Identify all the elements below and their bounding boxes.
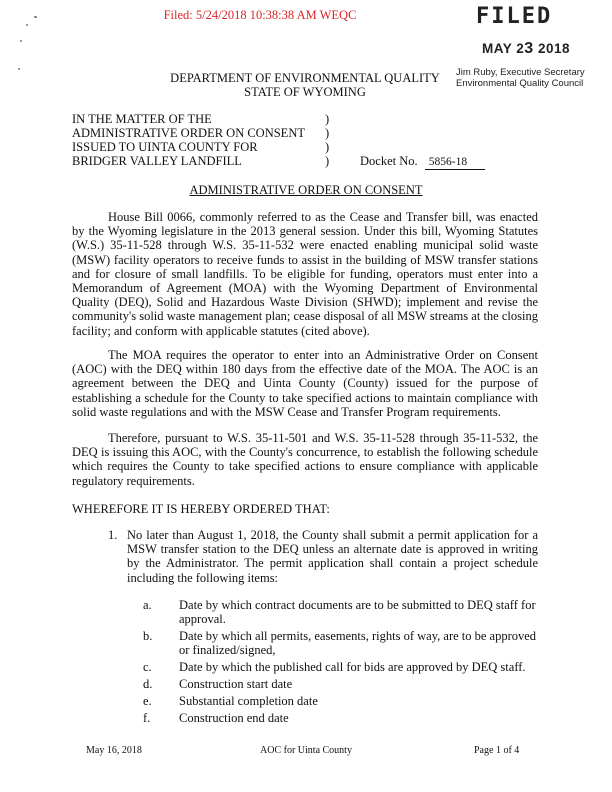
paragraph: House Bill 0066, commonly referred to as the Cease and Transfer bill, was enacted by the Wyoming legislature in the 2013 general session. Under this bill, Wyoming Statutes (W.S.) 35-11-528 through W.S. 35-11-532 were enacted enabling municipal solid waste (MSW) facility operators to receive funds to assist in the building of MSW transfer stations and for closure of small landfills. To be eligible for funding, operators must enter into a Memorandum of Agreement (MOA) with the Wyoming Department of Environmental Quality (DEQ), Solid and Hazardous Waste Division (SHWD); implement and revise the community's solid waste management plan; cease disposal of all MSW streams at the closing facility; and conform with applicable statutes (cited above). — [72, 210, 538, 338]
subitem-text: Construction end date — [179, 711, 289, 725]
subitem — [143, 694, 543, 708]
order-item — [108, 528, 538, 585]
clerk-body: Environmental Quality Council — [456, 78, 584, 89]
subitem-letter: d. — [143, 677, 153, 691]
subitem-letter: c. — [143, 660, 152, 674]
department-heading — [160, 71, 450, 99]
order-item-text: No later than August 1, 2018, the County shall submit a permit application for a MSW transfer station to the DEQ unless an alternate date is approved in writing by the Administrator. The permit application shall contain a project schedule including the following items: — [127, 528, 538, 585]
filed-timestamp: Filed: 5/24/2018 10:38:38 AM WEQC — [163, 8, 357, 22]
subitem-letter: a. — [143, 598, 152, 612]
caption-line: ISSUED TO UINTA COUNTY FOR — [72, 140, 258, 154]
subitem-text: Date by which the published call for bids are approved by DEQ staff. — [179, 660, 526, 674]
stamp-date-day: 3 — [524, 40, 534, 57]
paragraph: Therefore, pursuant to W.S. 35-11-501 and W.S. 35-11-528 through 35-11-532, the DEQ is issuing this AOC, with the County's concurrence, to establish the following schedule which requires the County to take specified actions to ensure compliance with applicable regulatory requirements. — [72, 431, 538, 488]
subitem-letter: f. — [143, 711, 151, 725]
caption-line: BRIDGER VALLEY LANDFILL — [72, 154, 242, 168]
docket-number: 5856-18 — [425, 155, 485, 170]
subitem-text: Date by which all permits, easements, rights of way, are to be approved or finalized/signed, — [179, 629, 537, 657]
footer-title: AOC for Uinta County — [260, 745, 352, 756]
subitem-text: Construction start date — [179, 677, 293, 691]
scan-speck — [18, 68, 20, 70]
docket — [360, 154, 485, 170]
clerk-name: Jim Ruby, Executive Secretary — [456, 67, 585, 78]
subitem — [143, 711, 543, 725]
subitem-letter: b. — [143, 629, 153, 643]
subitem — [143, 598, 543, 626]
caption-brackets: ) ) ) ) — [325, 112, 330, 168]
order-subitems — [143, 598, 543, 728]
scan-speck — [20, 40, 22, 42]
subitem — [143, 629, 543, 657]
subitem — [143, 677, 543, 691]
case-caption — [72, 112, 305, 168]
document-title: ADMINISTRATIVE ORDER ON CONSENT — [189, 183, 423, 197]
subitem-letter: e. — [143, 694, 152, 708]
department-name: DEPARTMENT OF ENVIRONMENTAL QUALITY — [170, 71, 440, 85]
state-name: STATE OF WYOMING — [244, 85, 366, 99]
caption-line: ADMINISTRATIVE ORDER ON CONSENT — [72, 126, 305, 140]
filed-stamp: FILED — [476, 4, 553, 29]
subitem-text: Date by which contract documents are to be submitted to DEQ staff for approval. — [179, 598, 536, 626]
stamp-date-month: MAY 2 — [482, 41, 525, 56]
stamp-date-year: 2018 — [537, 41, 570, 56]
clerk-signature-block — [456, 67, 606, 89]
subitem-text: Substantial completion date — [179, 694, 318, 708]
scan-speck — [26, 24, 28, 26]
caption-line: IN THE MATTER OF THE — [72, 112, 212, 126]
footer-date: May 16, 2018 — [86, 745, 142, 756]
stamp-date — [482, 40, 570, 58]
wherefore-heading: WHEREFORE IT IS HEREBY ORDERED THAT: — [72, 502, 330, 516]
paragraph: The MOA requires the operator to enter into an Administrative Order on Consent (AOC) with the DEQ within 180 days from the effective date of the MOA. The AOC is an agreement between the DEQ and Uinta County (County) issued for the purpose of establishing a schedule for the County to take specified actions to maintain compliance with solid waste regulations and with the MSW Cease and Transfer Program requirements. — [72, 348, 538, 419]
order-item-number: 1. — [108, 528, 118, 542]
footer-page-number: Page 1 of 4 — [474, 745, 520, 756]
subitem — [143, 660, 543, 674]
docket-label: Docket No. — [360, 154, 418, 168]
